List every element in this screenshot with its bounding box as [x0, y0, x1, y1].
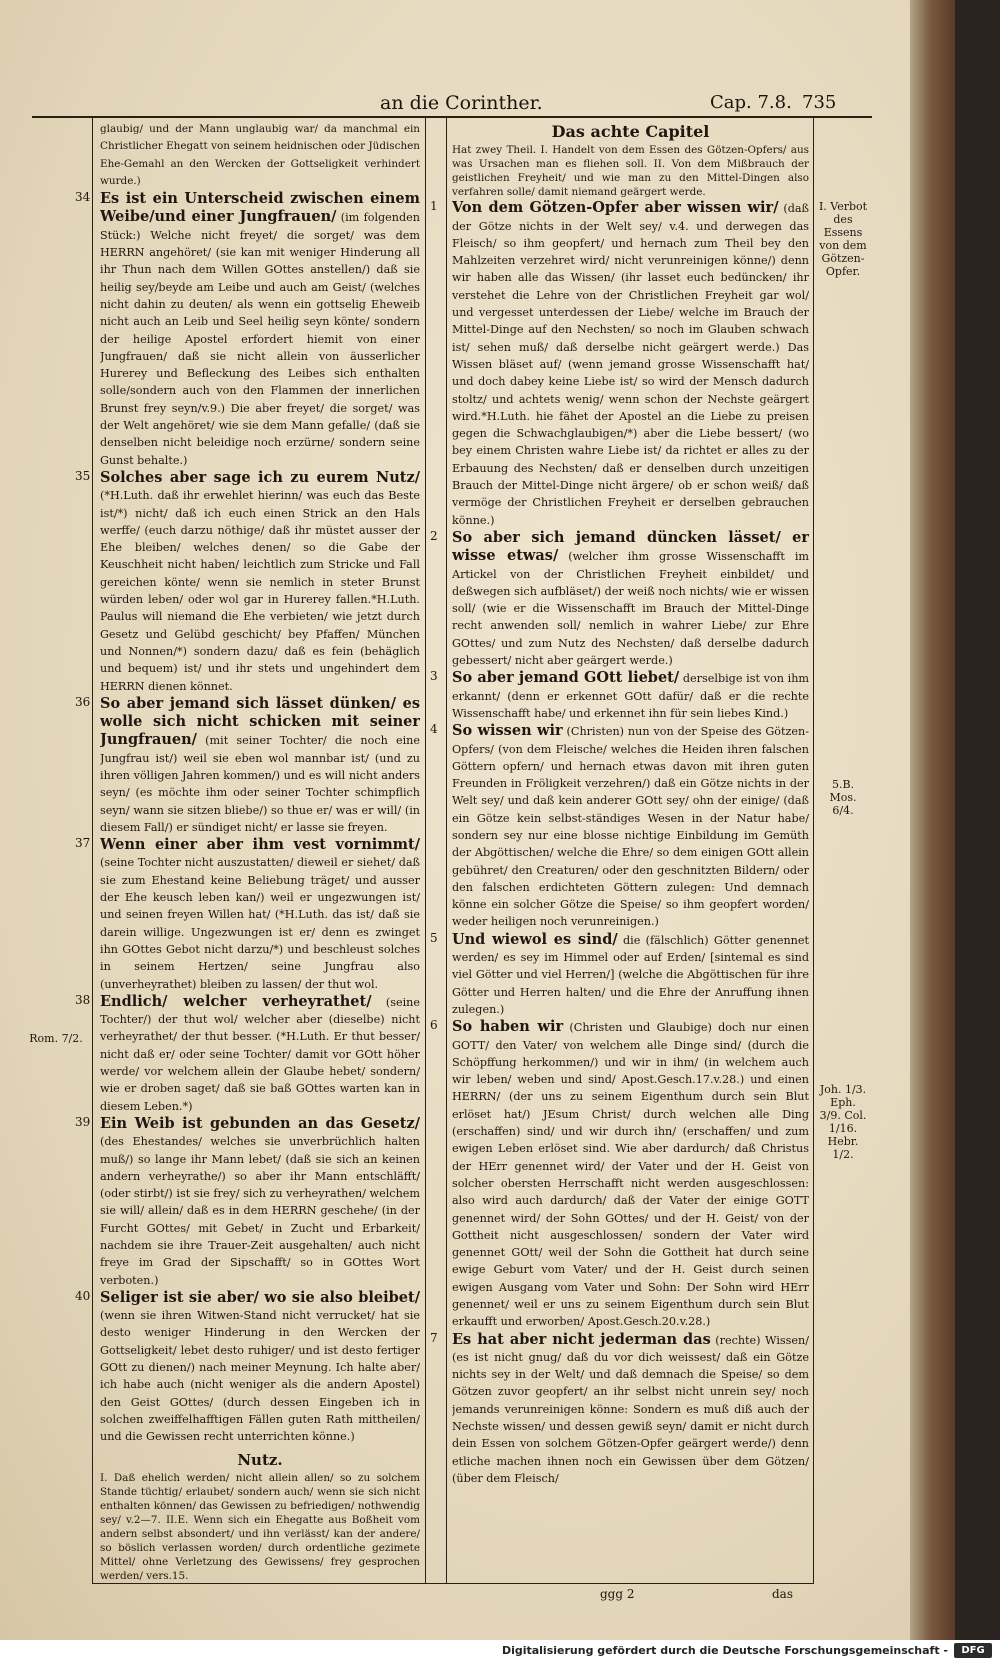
verse-lead: Ein Weib ist gebunden an das Gesetz/ [100, 1114, 420, 1132]
verse-number: 7 [430, 1331, 438, 1345]
verse-lead: Solches aber sage ich zu eurem Nutz/ [100, 468, 420, 486]
dfg-logo: DFG [954, 1643, 992, 1658]
center-rule-right [446, 118, 447, 1583]
center-rule-left [425, 118, 426, 1583]
verse-paragraph [100, 1115, 420, 1289]
verse-number: 35 [75, 469, 91, 483]
chapter-heading: Das achte Capitel [551, 122, 710, 141]
verse-number: 40 [75, 1289, 91, 1303]
verse-lead: Es ist ein Unterscheid zwischen einem Weibe/und einer Jungfrauen/ [100, 190, 420, 226]
verse-text: (Christen) nun von der Speise des Götzen-Opfers/ (von dem Fleische/ welches die Heiden ihren falschen Göttern opfern/ und hernach etwas davon mit ihren guten Freunden in Fröligkeit verzehren/) daß ein Götze nichts in der Welt sey/ und daß kein anderer GOtt sey/ ohn der einige/ (daß ein Götze kein selbst-ständiges Wesen in der Natur habe/ sondern sey nur eine blosse nichtige Einbildung im Gemüth der Abgöttischen/ welche die Ehre/ so dem einigen GOtt allein gebühret/ den Creaturen/ oder den geschnitzten Bildern/ oder den falschen erdichteten Göttern zulegen: Und demnach könne ein solcher Götze die Speise/ so ihm geopfert worden/ weder heiligen noch verunreinigen.) [452, 725, 809, 929]
verse-lead: Seliger ist sie aber/ wo sie also bleibet/ [100, 1288, 420, 1306]
left-margin-rule [92, 118, 93, 1583]
verse-paragraph [100, 1289, 420, 1446]
verse-paragraph [452, 722, 809, 931]
book-edge [910, 0, 955, 1640]
verse-lead: Von dem Götzen-Opfer aber wissen wir/ [452, 199, 779, 217]
verse-text: glaubig/ und der Mann unglaubig war/ da manchmal ein Christlicher Ehegatt von seinem heidnischen oder Jüdischen Ehe-Gemahl an den Wercken der Gottseligkeit verhindert wurde.) [100, 123, 420, 187]
chapter-summary: Hat zwey Theil. I. Handelt von dem Essen des Götzen-Opfers/ aus was Ursachen man es fliehen soll. II. Von dem Mißbrauch der geistlichen Freyheit/ und wie man zu den Mittel-Dingen also verfahren solle/ damit niemand geärgert werde. [452, 144, 809, 199]
verse-paragraph [452, 1018, 809, 1330]
verse-lead: Es hat aber nicht jederman das [452, 1330, 711, 1348]
verse-text: (Christen und Glaubige) doch nur einen GOTT/ den Vater/ von welchem alle Dinge sind/ (durch die Schöpffung herkommen/) und wir in ihm/ (in welchem auch wir leben/ weben und sind/ Apost.Gesch.17.v.28.) und einen HERRN/ (der uns zu seinem Eigenthum durch sein Blut erlöset hat/) JEsum Christ/ durch welchen alle Ding (erschaffen) sind/ und wir durch ihn/ (erschaffen/ und zum ewigen Leben erlöset sind. Wie aber dardurch/ daß Christus der HErr genennet wird/ der Vater und der H. Geist von solcher obersten Herrschafft nicht werden ausgeschlossen: also wird auch dardurch/ daß der Vater der einige GOTT genennet wird/ der Sohn GOttes/ und der H. Geist/ von der Gottheit nicht ausgeschlossen/ sondern der Vater wird genennet GOtt/ weil der Sohn die Gottheit hat durch seine ewige Geburt vom Vater/ und der H. Geist durch seinen ewigen Ausgang vom Vater und Sohn: Der Sohn wird HErr genennet/ weil er uns zu seinem Eigenthum durch sein Blut erkaufft und erworben/ Apost.Gesch.20.v.28.) [452, 1021, 809, 1329]
verse-lead: So aber jemand GOtt liebet/ [452, 669, 680, 687]
verse-text: (im folgenden Stück:) Welche nicht freyet/ die sorget/ was dem HERRN angehöret/ (sie kan mit weniger Hinderung all ihr Thun nach dem Willen GOttes anstellen/) daß sie heilig sey/beyde am Leibe und auch am Geist/ (welches nicht dahin zu deuten/ als wenn ein gottselig Eheweib nicht auch an Leib und Seel heilig seyn könte/ sondern der heilige Apostel erfordert hiemit von einer Jungfrauen/ daß sie nicht allein von äusserlicher Hurerey und Befleckung des Leibes sich enthalten solle/sondern auch von den Flammen der innerlichen Brunst frey seyn/v.9.) Die aber freyet/ die sorget/ was der Welt angehöret/ wie sie dem Mann gefalle/ (daß sie denselben nicht beleidige noch erzürne/ sondern seine Gunst behalte.) [100, 211, 420, 467]
verse-lead: Endlich/ welcher verheyrathet/ [100, 992, 372, 1010]
verse-paragraph [452, 199, 809, 529]
verse-number: 1 [430, 199, 438, 213]
verse-paragraph [100, 993, 420, 1115]
verse-text: (wenn sie ihren Witwen-Stand nicht verrucket/ hat sie desto weniger Hinderung in den Wercken der Gottseligkeit/ lebet desto ruhiger/ und ist desto fertiger GOtt zu dienen/) nach meiner Meynung. Ich halte aber/ ich habe auch (nicht weniger als die andern Apostel) den Geist GOttes/ (durch dessen Eingeben ich in solchen zweiffelhafftigen Fällen guten Rath mittheilen/ und die Gewissen recht unterrichten könne.) [100, 1309, 420, 1444]
verse-number: 34 [75, 190, 91, 204]
verse-text: (des Ehestandes/ welches sie unverbrüchlich halten muß/) so lange ihr Mann lebet/ (daß sie sich an keinen andern verheyrathe/) so aber ihr Mann entschläfft/ (oder stirbt/) ist sie frey/ sich zu verheyrathen/ welchem sie will/ allein/ daß es in dem HERRN geschehe/ (in der Furcht GOttes/ mit Gebet/ in Zucht und Erbarkeit/ nachdem sie ihre Trauer-Zeit ausgehalten/ auch nicht freye im Grad der Sipschafft/ so in GOttes Wort verboten.) [100, 1135, 420, 1287]
verse-paragraph [100, 836, 420, 993]
digitization-credit: Digitalisierung gefördert durch die Deutsche Forschungsgemeinschaft - [501, 1644, 948, 1657]
margin-note-rom: Rom. 7/2. [29, 1032, 83, 1045]
verse-text: (*H.Luth. daß ihr erwehlet hierinn/ was euch das Beste ist/*) nicht/ daß ich euch einen Strick an den Hals werffe/ (euch darzu nöthige/ daß ihr müstet ausser der Ehe bleiben/ welches denen/ so die Gabe der Keuschheit nicht haben/ leichtlich zum Stricke und Fall gereichen könte/ wenn sie nemlich in steter Brunst würden leben/ oder wol gar in Hurerey fallen.*H.Luth. Paulus will niemand die Ehe verbieten/ wie jetzt durch Gesetz und Gelübd geschicht/ bey Pfaffen/ München und Nonnen/*) sondern dazu/ daß es fein (behäglich und bequem) ist/ und ihr stets und ungehindert dem HERRN dienen könnet. [100, 489, 420, 693]
margin-note-joh: Joh. 1/3. Eph. 3/9. Col. 1/16. Hebr. 1/2. [819, 1083, 867, 1161]
footer-rule [92, 1583, 814, 1584]
verse-number: 6 [430, 1018, 438, 1032]
verse-paragraph [100, 121, 420, 190]
verse-text: (rechte) Wissen/ (es ist nicht gnug/ daß du vor dich weissest/ daß ein Götze nichts sey in der Welt/ und daß demnach die Speise/ so dem Götzen zuvor geopfert/ an ihr selbst nicht unrein sey/ noch jemands verunreinigen könne: Sondern es muß diß auch der Nechste wissen/ und dessen gewiß seyn/ damit er nicht durch dein Essen von solchem Götzen-Opfer geärgert werde/) denn etliche machen ihnen noch ein Gewissen über dem Götzen/ (über dem Fleisch/ [452, 1333, 809, 1485]
verse-text: derselbige ist von ihm erkannt/ (denn er erkennet GOtt dafür/ daß er die rechte Wissenschafft habe/ und erkennet ihn für sein liebes Kind.) [452, 672, 809, 720]
running-title: an die Corinther. [380, 92, 543, 114]
nutz-text: I. Daß ehelich werden/ nicht allein allen/ so zu solchem Stande tüchtig/ erlaubet/ sondern auch/ wenn sie sich nicht enthalten können/ das Gewissen zu befriedigen/ nothwendig sey/ v.2—7. II.E. Wenn sich ein Ehegatte aus Boßheit vom andern selbst absondert/ und ihn verlässt/ kan der andere/ so böslich verlassen worden/ durch ordentliche gezimete Mittel/ ohne Verletzung des Gewissens/ frey gesprochen werden/ vers.15. [100, 1471, 420, 1582]
verse-number: 37 [75, 836, 91, 850]
verse-paragraph [100, 469, 420, 695]
verse-lead: So aber sich jemand düncken lässet/ er wisse etwas/ [452, 528, 809, 565]
verse-text: (mit seiner Tochter/ die noch eine Jungfrau ist/) weil sie eben wol mannbar ist/ (und zu ihren völligen Jahren kommen/) und es will nicht anders seyn/ (es möchte ihm oder seiner Tochter schimpflich seyn/ wann sie sitzen bliebe/) so thue er/ was er will/ (in diesem Fall/) er sündiget nicht/ er lasse sie freyen. [100, 734, 420, 834]
verse-number: 3 [430, 669, 438, 683]
verse-paragraph [452, 931, 809, 1018]
right-column [452, 121, 809, 1583]
verse-lead: Wenn einer aber ihm vest vornimmt/ [100, 836, 420, 854]
page-number: 735 [802, 92, 837, 113]
left-column [100, 121, 420, 1583]
verse-text: (daß der Götze nichts in der Welt sey/ v.4. und derwegen das Fleisch/ so ihm geopfert/ und hernach zum Theil bey den Mahlzeiten verzehret wird/ nicht verunreinigen könne/) denn wir haben alle das Wissen/ (ihr lasset euch bedüncken/ ihr verstehet die Lehre von der Christlichen Freyheit gar wol/ und vergesset unterdessen der Liebe/ welche im Brauch der Mittel-Dinge auf den Nechsten/ so noch im Glauben schwach ist/ sehen muß/ daß derselbe nicht geärgert werde.) Das Wissen bläset auf/ (wenn jemand grosse Wissenschafft hat/ und doch dabey keine Liebe ist/ so wird der Mensch dadurch stoltz/ und achtets wenig/ wenn schon der Nechste geärgert wird.*H.Luth. hie fähet der Apostel an die Liebe zu preisen gegen die Schwachglaubigen/*) aber die Liebe bessert/ (wo bey einem Christen wahre Liebe ist/ da richtet er alles zu der Erbauung des Nechsten/ daß er denselben durch unzeitigen Brauch der Mittel-Dinge nicht ärgere/ ob er schon weiß/ daß vermöge der Christlichen Freyheit er derselben gebrauchen könne.) [452, 202, 809, 527]
verse-lead: So aber jemand sich lässet dünken/ es wolle sich nicht schicken mit seiner Jungfrauen/ [100, 694, 420, 749]
verse-lead: So haben wir [452, 1018, 564, 1036]
verse-number: 38 [75, 993, 91, 1007]
verse-paragraph [100, 695, 420, 836]
verse-lead: Und wiewol es sind/ [452, 930, 618, 948]
verse-number: 39 [75, 1115, 91, 1129]
verse-number: 2 [430, 529, 438, 543]
margin-note-verbot: I. Verbot des Essens von dem Götzen-Opfer. [818, 200, 868, 278]
verse-paragraph [100, 190, 420, 469]
verse-text: die (fälschlich) Götter genennet werden/ es sey im Himmel oder auf Erden/ [sintemal es sind viel Götter und viel Herren/] (welche die Abgöttischen für ihre Götter und Herren halten/ und die Ehre der Anruffung ihnen zulegen.) [452, 933, 809, 1016]
chapter-reference: Cap. 7.8. [710, 92, 792, 113]
verse-paragraph [452, 669, 809, 722]
verse-paragraph [452, 529, 809, 669]
header-rule [32, 116, 872, 118]
verse-number: 36 [75, 695, 91, 709]
verse-lead: So wissen wir [452, 722, 563, 740]
right-margin-rule [813, 118, 814, 1583]
margin-note-mos: 5.B. Mos. 6/4. [829, 778, 857, 817]
verse-number: 5 [430, 931, 438, 945]
verse-number: 4 [430, 722, 438, 736]
catchword: das [772, 1587, 793, 1601]
nutz-heading: Nutz. [237, 1450, 283, 1469]
verse-text: (welcher ihm grosse Wissenschafft im Artickel von der Christlichen Freyheit einbildet/ und deßwegen sich aufbläset/) der weiß noch nichts/ wie er wissen soll/ (wie er die Wissenschafft im Brauch der Mittel-Dinge recht anwenden soll/ nemlich in wahrer Liebe/ zur Ehre GOttes/ und zum Nutz des Nechsten/ daß derselbe dadurch gebessert/ nicht aber geärgert werde.) [452, 550, 809, 668]
verse-text: (seine Tochter nicht auszustatten/ dieweil er siehet/ daß sie zum Ehestand keine Beliebung träget/ und ausser der Ehe keusch leben kan/) weil er ungezwungen ist/ und seinen freyen Willen hat/ (*H.Luth. das ist/ daß sie darein willige. Ungezwungen ist er/ denn es zwinget ihn GOttes Gebot nicht darzu/*) und beschleust solches in seinem Hertzen/ seine Jungfrau also (unverheyrathet) bleiben zu lassen/ der thut wol. [100, 856, 420, 991]
verse-paragraph [452, 1331, 809, 1488]
verse-text: (seine Tochter/) der thut wol/ welcher aber (dieselbe) nicht verheyrathet/ der thut besser. (*H.Luth. Er thut besser/ nicht daß er/ oder seine Tochter/ damit vor GOtt höher werde/ vor welchem allein der Glaube hebet/ sondern/ wie er droben saget/ daß sie baß GOttes warten kan in diesem Leben.*) [100, 995, 420, 1113]
signature-mark: ggg 2 [600, 1587, 635, 1601]
